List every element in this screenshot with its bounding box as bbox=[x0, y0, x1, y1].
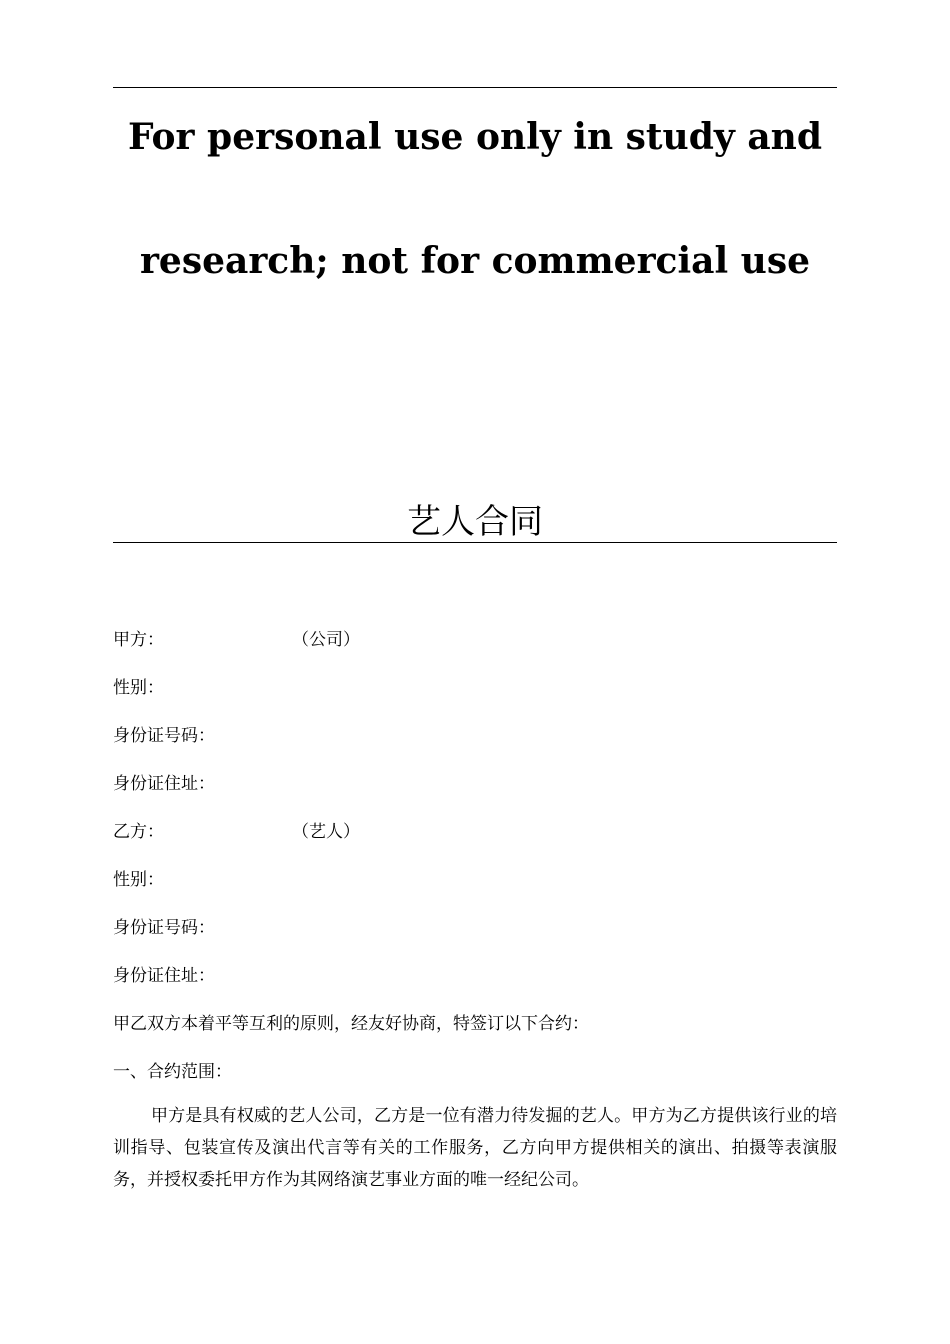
party-b-address: 身份证住址： bbox=[113, 966, 215, 986]
title-rule bbox=[113, 542, 837, 543]
disclaimer-line-2: research; not for commercial use bbox=[139, 240, 811, 282]
party-b-label: 乙方： bbox=[113, 822, 164, 842]
section-1-paragraph: 甲方是具有权威的艺人公司，乙方是一位有潜力待发掘的艺人。甲方为乙方提供该行业的培训指导、包装宣传及演出代言等有关的工作服务，乙方向甲方提供相关的演出、拍摄等表演服务，并授权委托甲方作为其网络演艺事业方面的唯一经纪公司。 bbox=[113, 1106, 837, 1190]
party-a-id: 身份证号码： bbox=[113, 726, 215, 746]
party-b-note: （艺人） bbox=[292, 822, 360, 842]
top-rule bbox=[113, 87, 837, 88]
disclaimer-line-1: For personal use only in study and bbox=[127, 116, 823, 158]
party-b-id: 身份证号码： bbox=[113, 918, 215, 938]
party-b-gender: 性别： bbox=[113, 870, 164, 890]
intro-text: 甲乙双方本着平等互利的原则，经友好协商，特签订以下合约： bbox=[113, 1014, 589, 1034]
party-a-note: （公司） bbox=[292, 630, 360, 650]
party-a-label: 甲方： bbox=[113, 630, 164, 650]
section-1-heading: 一、合约范围： bbox=[113, 1062, 232, 1082]
document-title: 艺人合同 bbox=[407, 502, 543, 542]
party-a-gender: 性别： bbox=[113, 678, 164, 698]
party-a-address: 身份证住址： bbox=[113, 774, 215, 794]
